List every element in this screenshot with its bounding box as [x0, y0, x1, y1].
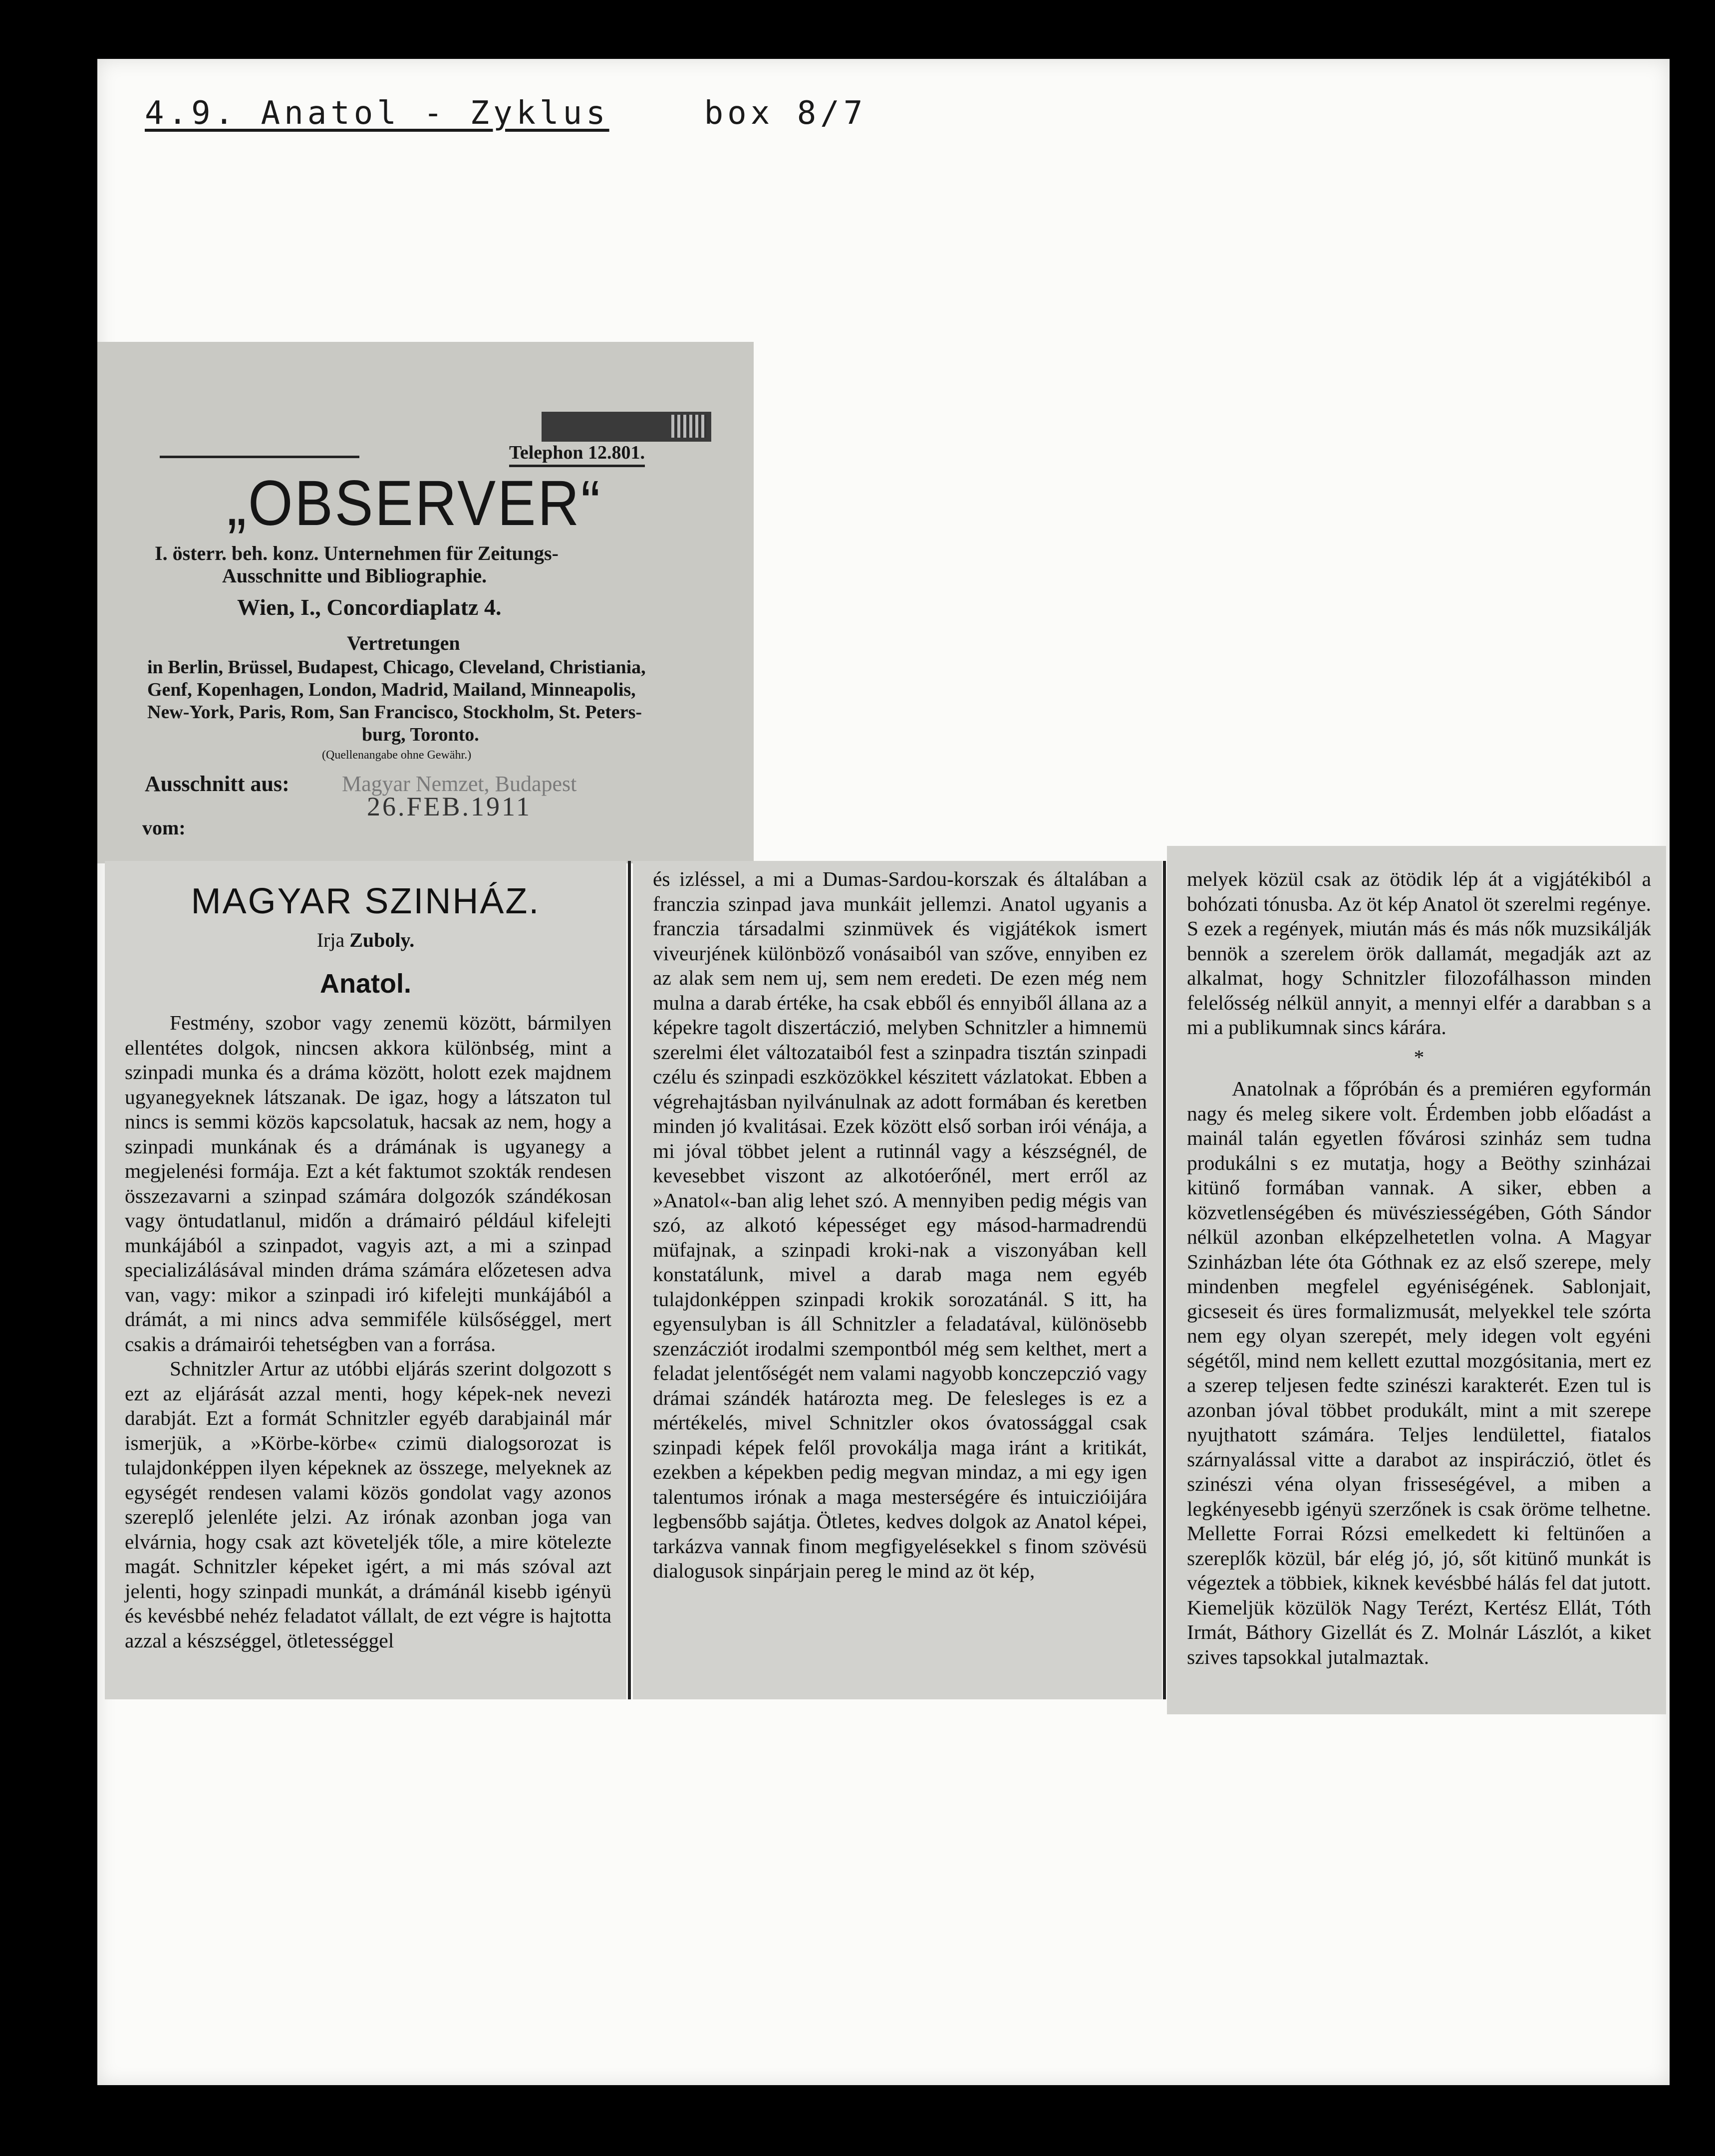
slip-disclaimer: (Quellenangabe ohne Gewähr.) — [322, 749, 472, 762]
column-divider — [1163, 861, 1166, 1699]
article-column-1 — [105, 861, 626, 1699]
slip-cities-3: New-York, Paris, Rom, San Francisco, Stockholm, St. Peters- — [147, 702, 642, 723]
paragraph: Festmény, szobor vagy zenemü között, bármilyen ellentétes dolgok, nincsen akkora különbség, mint a szinpadi munka és a dráma között, holott ezek majdnem ugyanegyeknek látszanak. De igaz, hogy a látszaton tul nincs is semmi közös kapcsolatuk, hacsak az nem, hogy a szinpadi munkának és a drámának is ugyanegy a megjelenési formája. Ezt a két faktumot szokták rendesen összezavarni a szinpad számára dolgozók szándékosan vagy öntudatlanul, midőn a drámairó például kifelejti munkájából a szinpadot, vagyis azt, a mi a szinpad specializálásával minden dráma számára előzetesen adva van, vagy: mikor a szinpadi iró kifelejti munkájából a drámát, a mi nincs adva semmiféle külsőséggel, mert csakis a drámairói tehetségben van a forrása. — [125, 1011, 611, 1355]
slip-vertretungen: Vertretungen — [347, 632, 460, 654]
slip-ausschnitt-stamp: Magyar Nemzet, Budapest — [342, 772, 577, 796]
column-1-text — [125, 1011, 611, 1653]
slip-vom-label: vom: — [142, 816, 186, 839]
archive-header — [145, 95, 866, 132]
paragraph: melyek közül csak az ötödik lép át a vigjátékiból a bohózati tónusba. Az öt kép Anatol öt szerelmi regénye. S ezek a regények, miután más és más nők muzsikálják bennök a szerelem örök dallamát, megadják azt az alkalmat, hogy Schnitzler filozofálhasson minden felelősség nélkül annyit, a mennyi elfér a darabban s a mi a publikumnak sincs kárára. — [1187, 867, 1651, 1039]
paragraph: Schnitzler Artur az utóbbi eljárás szerint dolgozott s ezt az eljárását azzal menti, hogy képek-nek nevezi darabját. Ezt a formát Schnitzler egyéb darabjainál már ismerjük, a »Körbe-körbe« czimü dialogsorozat is tulajdonképpen ilyen képeknek az összege, melyeknek az egységét rendesen valami közös gondolat vagy azonos szereplő jelenléte jelzi. Az irónak azonban joga van elvárnia, hogy csak azt követeljék tőle, a mire kötelezte magát. Schnitzler képeket igért, a mi más szóval azt jelenti, hogy szinpadi munkát, a drámánál kisebb igényü és kevésbbé nehéz feladatot vállalt, de ezt végre is hajtotta azzal a készséggel, ötletességgel — [125, 1357, 611, 1652]
box-label: box 8/7 — [704, 95, 867, 132]
observer-clipping-slip — [97, 342, 754, 863]
column-2-text — [653, 867, 1147, 1584]
byline-author: Zuboly. — [349, 929, 415, 951]
slip-telephone: Telephon 12.801. — [509, 442, 645, 467]
section-separator: * — [1414, 1045, 1425, 1069]
slip-cities-4: burg, Toronto. — [362, 724, 479, 745]
slip-line1: I. österr. beh. konz. Unternehmen für Zeitungs- — [155, 542, 559, 564]
slip-cities-2: Genf, Kopenhagen, London, Madrid, Mailand, Minneapolis, — [147, 679, 636, 700]
observer-emblem-icon — [542, 412, 711, 442]
article-masthead: MAGYAR SZINHÁZ. — [191, 881, 541, 921]
article-column-3 — [1167, 846, 1666, 1714]
slip-date-stamp: 26.FEB.1911 — [367, 792, 532, 821]
paragraph: Anatolnak a főpróbán és a premiéren egyformán nagy és meleg sikere volt. Érdemben jobb előadást a mainál talán egyetlen fővárosi szinház sem tudna produkálni s ez mutatja, hogy a Beöthy szinházai kitünő formában vannak. A siker, ebben a közvetlenségében és müvésziességében, Góth Sándor nélkül azonban elképzelhetetlen volna. A Magyar Szinházban léte óta Góthnak ez az első szerepe, mely mindenben megfelel egyéniségének. Sablonjait, gicseseit és üres formalizmusát, melyekkel tele szórta nem egy olyan szerepét, mely idegen volt egyéni ségétől, mind nem kellett ezuttal mozgósitania, mert ez a szerep teljesen fedte szinészi karakterét. Ezen tul is azonban jóval többet produkált, mint a mit szerepe nyujthatott számára. Teljes lendülettel, fiatalos szárnyalással vitte a darabot az inspiráczió, ötlet és szinészi véna olyan frisseségével, a miben a legkényesebb igényü szerzőnek is csak öröme telhetne. Mellette Forrai Rózsi emelkedett ki feltünően a szereplők közül, bár elég jó, jó, sőt kitünő munkát is végeztek a többiek, kiknek kevésbbé hálás fel dat jutott. Kiemeljük közülök Nagy Terézt, Kertész Ellát, Tóth Irmát, Báthory Gizellát és Z. Molnár Lászlót, a kiket szives tapsokkal jutalmaztak. — [1187, 1077, 1651, 1668]
article-title: Anatol. — [320, 969, 411, 999]
byline-prefix: Irja — [316, 929, 345, 951]
article-byline — [105, 928, 626, 952]
slip-line2: Ausschnitte und Bibliographie. — [222, 564, 487, 587]
slip-rule — [160, 456, 359, 458]
slip-address: Wien, I., Concordiaplatz 4. — [237, 594, 502, 620]
slip-brand: „OBSERVER“ — [227, 468, 602, 539]
slip-ausschnitt-label: Ausschnitt aus: — [145, 772, 289, 796]
slip-cities-1: in Berlin, Brüssel, Budapest, Chicago, Cleveland, Christiania, — [147, 657, 646, 678]
article-column-2 — [633, 861, 1162, 1699]
column-divider — [628, 861, 631, 1699]
paragraph: és izléssel, a mi a Dumas-Sardou-korszak és általában a franczia szinpad java munkáit jellemzi. Anatol ugyanis a franczia társadalmi szinmüvek és vigjátékok ismert viveurjének különböző vonásaiból van szőve, ennyiben ez az alak sem nem uj, sem nem eredeti. De ezen még nem mulna a darab értéke, ha csak ebből és ennyiből állana az a képekre tagolt diszertáczió, melyben Schnitzler a himnemü szerelmi élet változataiból fest a szinpadra tisztán szinpadi czélu és szinpadi eszközökkel készitett vázlatokat. Ebben a végrehajtásban nyilvánulnak az adott formában és keretben minden jó kvalitásai. Ezek között első sorban irói vénája, a mi jóval többet jelent a rutinnál vagy a készségnél, de kevesebbet viszont az alkotóerőnél, mert erről az »Anatol«-ban alig lehet szó. A mennyiben pedig mégis van szó, az alkotó képességet egy másod-harmadrendü müfajnak, a szinpadi kroki-nak a viszonyában kell konstatálunk, mivel a darab maga nem egyéb tulajdonképpen szinpadi krokik sorozatánál. S itt, ha egyensulyban is áll Schnitzler a feladatával, különösebb szenzácziót irodalmi szempontból még sem kelthet, mert a feladat jelentőségét nem valami nagyobb konczepczió vagy drámai szándék határozta meg. De felesleges is ez a mértékelés, mivel Schnitzler okos óvatossággal csak szinpadi képek felől provokálja maga iránt a kritikát, ezekben a képekben pedig megvan mindaz, a mi egy igen talentumos irónak a maga mesterségére és intuiczióijára legbensőbb sajátja. Ötletes, kedves dolgok az Anatol képei, tarkázva vannak finom megfigyelésekkel s finom szövésü dialogusok sinpárjain pereg le mind az öt kép, — [653, 867, 1147, 1582]
series-label: 4.9. Anatol - Zyklus — [145, 95, 609, 132]
column-3-text — [1187, 867, 1651, 1669]
